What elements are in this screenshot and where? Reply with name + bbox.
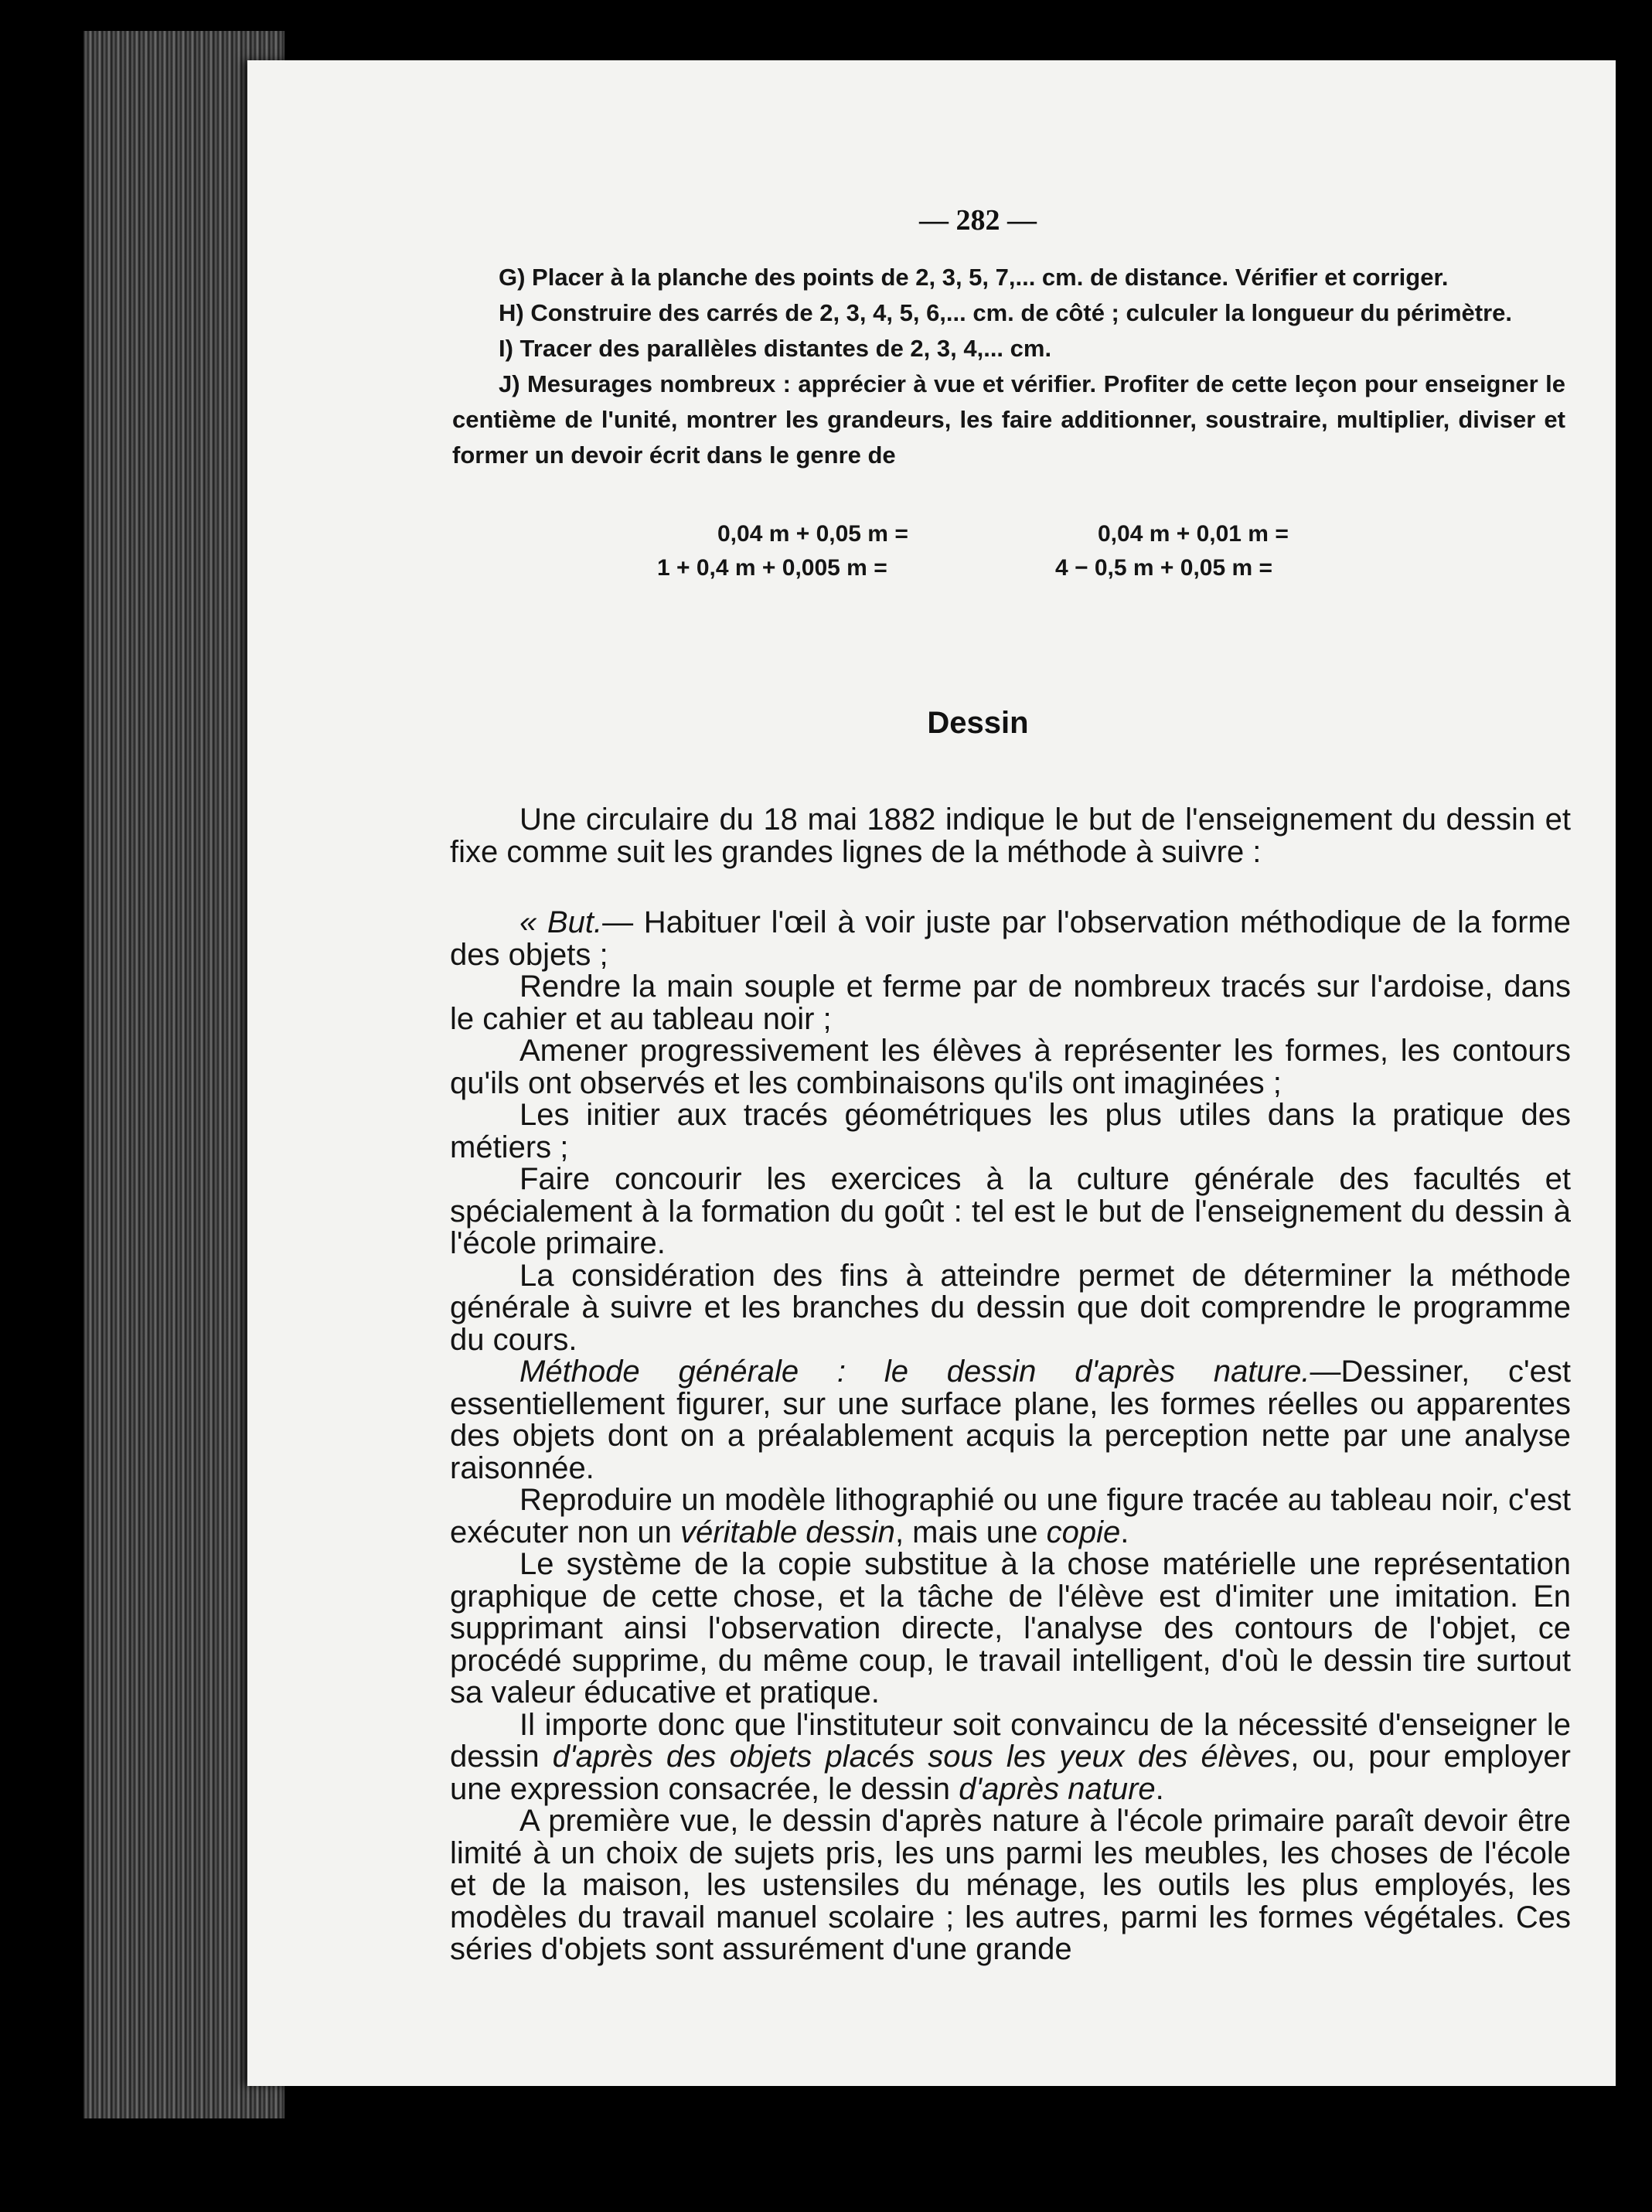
section-title: Dessin xyxy=(927,706,1029,740)
exercise-list xyxy=(452,260,1565,473)
reproduire-text-b: , mais une xyxy=(894,1515,1038,1549)
page-number: — 282 — xyxy=(919,204,1037,237)
exercise-g: G) Placer à la planche des points de 2, 3, 5, 7,... cm. de distance. Vérifier et corriger. xyxy=(499,264,1449,291)
paragraph-initier: Les initier aux tracés géométriques les plus utiles dans la pratique des métiers ; xyxy=(450,1098,1571,1164)
importe-text-b: , ou, pour employer une expression consacrée, le dessin xyxy=(450,1740,1571,1806)
paragraph-intro: Une circulaire du 18 mai 1882 indique le but de l'enseignement du dessin et fixe comme suit les grandes lignes de la méthode à suivre : xyxy=(450,803,1571,869)
paragraph-premiere: A première vue, le dessin d'après nature à l'école primaire paraît devoir être limité à un choix de sujets pris, les uns parmi les meubles, les choses de l'école et de la maison, les ustensiles du ménage, les outils les plus employés, les modèles du travail manuel scolaire ; les autres, parmi les formes végétales. Ces séries d'objets sont assurément d'une grande xyxy=(450,1804,1571,1966)
reproduire-emphasis-1: véritable dessin xyxy=(680,1515,895,1549)
methode-label: Méthode générale : le dessin d'après nature. xyxy=(519,1355,1310,1389)
but-text: — Habituer l'œil à voir juste par l'observation méthodique de la forme des objets ; xyxy=(450,905,1571,972)
importe-emphasis-2: d'après nature xyxy=(959,1771,1156,1806)
exercise-i: I) Tracer des parallèles distantes de 2, 3, 4,... cm. xyxy=(499,335,1052,362)
paragraph-systeme: Le système de la copie substitue à la chose matérielle une représentation graphique de cette chose, et la tâche de l'élève est d'imiter une imitation. En supprimant ainsi l'observation directe, l'analyse des contours de l'objet, ce procédé supprime, du même coup, le travail intelligent, d'où le dessin tire surtout sa valeur éducative et pratique. xyxy=(450,1547,1571,1709)
importe-emphasis-1: d'après des objets placés sous les yeux des élèves xyxy=(552,1740,1291,1774)
paragraph-amener: Amener progressivement les élèves à représenter les formes, les contours qu'ils ont observés et les combinaisons qu'ils ont imaginées ; xyxy=(450,1034,1571,1100)
equation-row1-left: 0,04 m + 0,05 m = xyxy=(717,521,908,547)
equation-row2-right: 4 − 0,5 m + 0,05 m = xyxy=(1055,555,1273,581)
reproduire-emphasis-2: copie xyxy=(1046,1515,1121,1549)
paragraph-consideration: La considération des fins à atteindre permet de déterminer la méthode générale à suivre et les branches du dessin que doit comprendre le programme du cours. xyxy=(450,1258,1571,1357)
equation-row1-right: 0,04 m + 0,01 m = xyxy=(1098,521,1289,547)
body-text xyxy=(450,804,1571,1966)
exercise-j: J) Mesurages nombreux : apprécier à vue et vérifier. Profiter de cette leçon pour enseigner le centième de l'unité, montrer les grandeurs, les faire additionner, soustraire, multiplier, diviser et former un devoir écrit dans le genre de xyxy=(452,370,1565,469)
paragraph-reproduire xyxy=(450,1484,1571,1549)
reproduire-text-a: Reproduire un modèle lithographié ou une figure tracée au tableau noir, c'est exécuter non un xyxy=(450,1483,1571,1549)
paragraph-methode xyxy=(450,1356,1571,1484)
paragraph-faire: Faire concourir les exercices à la culture générale des facultés et spécialement à la formation du goût : tel est le but de l'enseignement du dessin à l'école primaire. xyxy=(450,1162,1571,1260)
exercise-h: H) Construire des carrés de 2, 3, 4, 5, 6,... cm. de côté ; culculer la longueur du périmètre. xyxy=(499,299,1513,326)
methode-text: —Dessiner, c'est essentiellement figurer, sur une surface plane, les formes réelles ou apparentes des objets dont on a préalablement acquis la perception nette par une analyse raisonnée. xyxy=(450,1355,1571,1485)
paragraph-rendre: Rendre la main souple et ferme par de nombreux tracés sur l'ardoise, dans le cahier et au tableau noir ; xyxy=(450,970,1571,1036)
reproduire-text-c: . xyxy=(1120,1515,1129,1549)
paragraph-importe xyxy=(450,1709,1571,1806)
importe-text-c: . xyxy=(1155,1771,1164,1806)
but-label: « But. xyxy=(519,905,603,939)
importe-text-a: Il importe donc que l'instituteur soit convaincu de la nécessité d'enseigner le dessin xyxy=(450,1707,1571,1774)
book-page xyxy=(247,60,1616,2086)
equation-row2-left: 1 + 0,4 m + 0,005 m = xyxy=(657,555,887,581)
paragraph-but xyxy=(450,907,1571,971)
